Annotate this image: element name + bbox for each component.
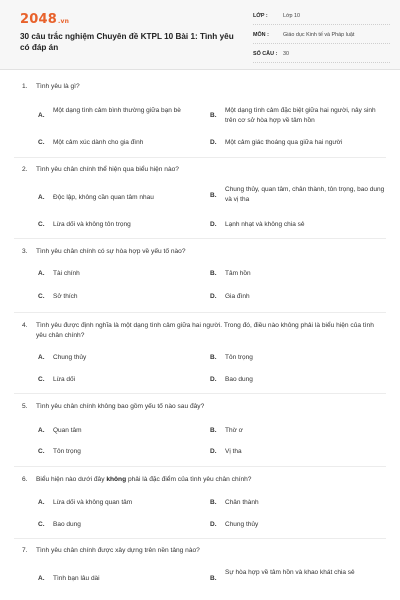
question-divider [14,312,386,313]
question-body: Tình yêu chân chính không bao gồm yếu tố nào sau đây? [36,403,205,410]
option-letter: A. [38,354,45,361]
option-text: Một dạng tình cảm đặc biệt giữa hai người, nảy sinh trên cơ sở hòa hợp về tâm hồn [225,107,376,124]
meta-label: MÔN : [253,32,269,38]
option-text: Chung thủy [225,521,259,528]
meta-value: 30 [283,51,289,57]
meta-label: SỐ CÂU : [253,51,278,57]
option-letter: A. [38,270,45,277]
option-letter: C. [38,521,45,528]
question-number: 2. [22,166,28,173]
option-text: Chung thủy [53,354,87,361]
question-body [36,475,382,485]
option-text: Chân thành [225,499,259,506]
option-letter: C. [38,293,45,300]
option-text: Thờ ơ [225,427,243,434]
option-letter: C. [38,376,45,383]
option-text: Độc lập, không cần quan tâm nhau [53,194,154,201]
question-body: Tình yêu là gì? [36,83,80,90]
option-text: Một dạng tình cảm bình thường giữa bạn bè [53,107,181,114]
option-text: Chung thủy, quan tâm, chân thành, tôn trọng, bao dung và vị tha [225,186,385,203]
meta-panel [253,10,390,67]
option-text: Tôn trọng [53,448,81,455]
meta-value: Lớp 10 [283,13,301,19]
question-number: 4. [22,322,28,329]
logo-suffix: .vn [57,18,70,25]
question-body: Tình yêu được định nghĩa là một dạng tình cảm giữa hai người. Trong đó, điều nào không phải là biểu hiện của tình yêu chân chính? [36,322,374,339]
option-letter: B. [210,112,217,119]
question-text [22,321,382,340]
option-letter: D. [210,376,217,383]
option-text: Tài chính [53,270,80,277]
question-body: Tình yêu chân chính được xây dựng trên nền tảng nào? [36,547,200,554]
option-letter: B. [210,192,217,199]
question-text [22,402,382,412]
option-letter: D. [210,139,217,146]
option-text: Bao dung [53,521,81,528]
option-letter: A. [38,499,45,506]
meta-value: Giáo dục Kinh tế và Pháp luật [283,32,355,38]
question-divider [14,238,386,239]
question-divider [14,393,386,394]
option-text: Tâm hồn [225,270,251,277]
question-body-emphasis: không [106,476,127,483]
option-letter: A. [38,194,45,201]
question-number: 5. [22,403,28,410]
option-letter: D. [210,521,217,528]
question-divider [14,538,386,539]
question-number: 7. [22,547,28,554]
option-text: Sự hòa hợp về tâm hồn và khao khát chia sẻ [225,569,355,576]
meta-row-grade [253,10,390,25]
option-text: Quan tâm [53,427,82,434]
option-letter: A. [38,575,45,582]
option-text: Sở thích [53,293,78,300]
option-text: Một cảm giác thoáng qua giữa hai người [225,139,343,146]
question-text [22,247,382,257]
option-letter: B. [210,499,217,506]
question-divider [14,157,386,158]
question-number: 3. [22,248,28,255]
document-header [0,0,400,70]
option-letter: B. [210,427,217,434]
question-text [22,82,382,92]
option-letter: A. [38,112,45,119]
option-text: Vị tha [225,448,242,455]
question-body: Tình yêu chân chính có sự hòa hợp về yếu tố nào? [36,248,186,255]
meta-label: LỚP : [253,13,268,19]
option-text: Một cảm xúc dành cho gia đình [53,139,144,146]
option-letter: D. [210,293,217,300]
question-body-start: Biểu hiện nào dưới đây [36,476,107,483]
question-body-end: phải là đặc điểm của tình yêu chân chính? [126,476,252,483]
logo-main: 2048 [20,12,57,27]
option-letter: B. [210,575,217,582]
question-text [22,546,382,556]
option-text: Lừa dối và không tôn trọng [53,221,131,228]
option-letter: D. [210,448,217,455]
question-divider [14,466,386,467]
option-text: Lạnh nhạt và không chia sẻ [225,221,305,228]
question-text [22,165,382,175]
option-letter: C. [38,221,45,228]
option-letter: D. [210,221,217,228]
option-letter: C. [38,139,45,146]
meta-row-subject [253,29,390,44]
option-letter: B. [210,354,217,361]
option-letter: C. [38,448,45,455]
page-title: 30 câu trắc nghiệm Chuyên đề KTPL 10 Bài 1: Tình yêu có đáp án [20,32,234,52]
site-logo[interactable] [20,12,69,27]
option-text: Bao dung [225,376,253,383]
option-text: Lừa dối [53,376,76,383]
option-text: Gia đình [225,293,250,300]
question-number: 1. [22,83,28,90]
option-letter: A. [38,427,45,434]
question-text [22,475,382,485]
option-text: Tôn trọng [225,354,253,361]
meta-row-count [253,48,390,63]
question-number: 6. [22,476,28,483]
option-text: Tình bạn lâu dài [53,575,100,582]
option-text: Lừa dối và không quan tâm [53,499,133,506]
option-letter: B. [210,270,217,277]
question-body: Tình yêu chân chính thể hiện qua biểu hiện nào? [36,166,179,173]
